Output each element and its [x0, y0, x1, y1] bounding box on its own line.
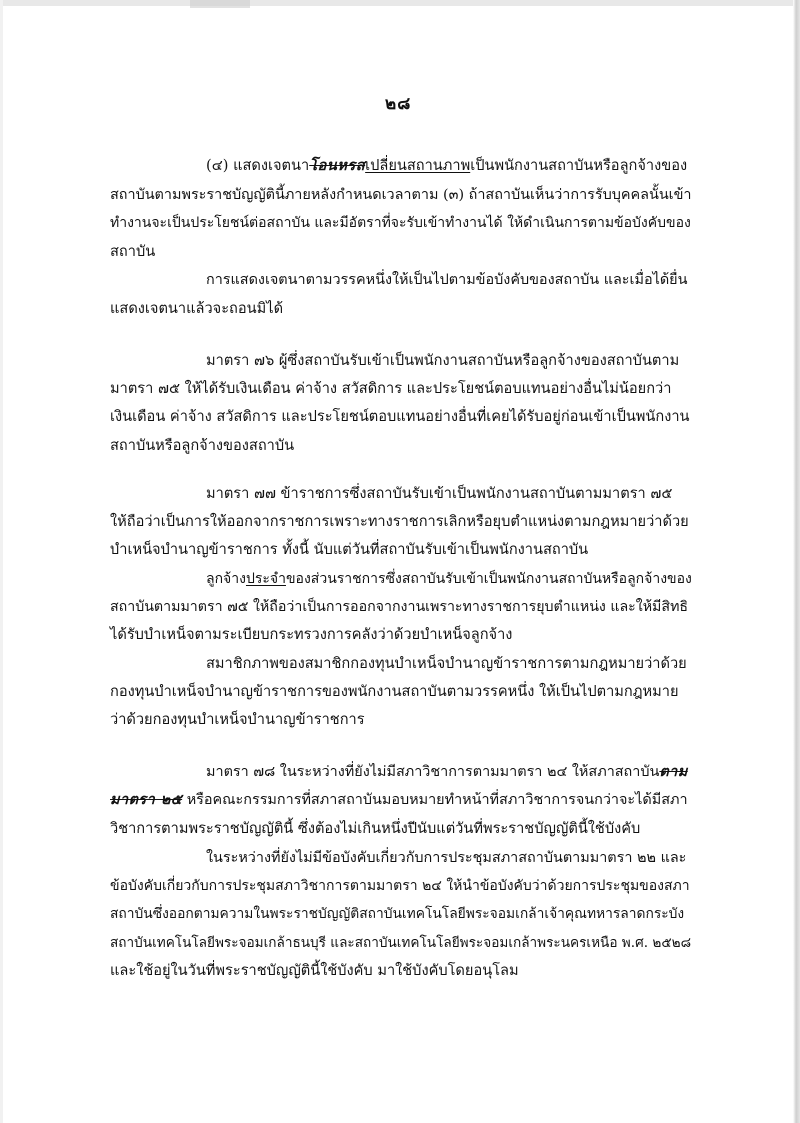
section-77-para-2-line-3: ได้รับบำเหน็จตามระเบียบกระทรวงการคลังว่าด้วยบำเหน็จลูกจ้าง: [110, 626, 513, 643]
section-78-line-1: [206, 763, 688, 781]
para-4-line-1: [206, 157, 687, 175]
section-77-para-3-line-1: สมาชิกภาพของสมาชิกกองทุนบำเหน็จบำนาญข้าราชการตามกฎหมายว่าด้วย: [206, 655, 687, 672]
struck-text: มาตรา ๒๕: [110, 791, 183, 808]
section-77-para-2-line-1: [206, 570, 692, 588]
section-76-line-4: สถาบันหรือลูกจ้างของสถาบัน: [110, 437, 295, 454]
inserted-text: เปลี่ยนสถานภาพ: [365, 157, 471, 174]
text-segment: ลูกจ้าง: [206, 571, 246, 587]
section-77-line-2: ให้ถือว่าเป็นการให้ออกจากราชการเพราะทางราชการเลิกหรือยุบตำแหน่งตามกฎหมายว่าด้วย: [110, 513, 689, 530]
struck-text: ตาม: [659, 763, 688, 780]
page-number: ๒๘: [385, 94, 412, 114]
section-76-line-2: มาตรา ๗๕ ให้ได้รับเงินเดือน ค่าจ้าง สวัสดิการ และประโยชน์ตอบแทนอย่างอื่นไม่น้อยกว่า: [110, 380, 672, 397]
text-segment: หรือคณะกรรมการที่สภาสถาบันมอบหมายทำหน้าที่สภาวิชาการจนกว่าจะได้มีสภา: [182, 792, 688, 808]
text-segment: (๔) แสดงเจตนา: [206, 157, 310, 174]
para-4-line-3: ทำงานจะเป็นประโยชน์ต่อสถาบัน และมีอัตราที่จะรับเข้าทำงานได้ ให้ดำเนินการตามข้อบังคับของ: [110, 215, 691, 231]
section-78-para-2-line-2: ข้อบังคับเกี่ยวกับการประชุมสภาวิชาการตามมาตรา ๒๔ ให้นำข้อบังคับว่าด้วยการประชุมของสภา: [110, 878, 690, 894]
section-78-para-2-line-4: สถาบันเทคโนโลยีพระจอมเกล้าธนบุรี และสถาบันเทคโนโลยีพระจอมเกล้าพระนครเหนือ พ.ศ. ๒๕๒๘: [110, 935, 692, 951]
section-77-line-3: บำเหน็จบำนาญข้าราชการ ทั้งนี้ นับแต่วันที่สถาบันรับเข้าเป็นพนักงานสถาบัน: [110, 541, 589, 558]
para-4-line-4: สถาบัน: [110, 243, 156, 260]
section-78-para-2-line-1: ในระหว่างที่ยังไม่มีข้อบังคับเกี่ยวกับการประชุมสภาสถาบันตามมาตรา ๒๒ และ: [206, 850, 687, 866]
para-declaration-line-1: การแสดงเจตนาตามวรรคหนึ่งให้เป็นไปตามข้อบังคับของสถาบัน และเมื่อได้ยื่น: [206, 272, 688, 288]
section-78-line-3: วิชาการตามพระราชบัญญัตินี้ ซึ่งต้องไม่เกินหนึ่งปีนับแต่วันที่พระราชบัญญัตินี้ใช้บังคับ: [110, 820, 641, 837]
para-4-line-2: สถาบันตามพระราชบัญญัตินี้ภายหลังกำหนดเวลาตาม (๓) ถ้าสถาบันเห็นว่าการรับบุคคลนั้นเข้า: [110, 187, 692, 203]
section-76-line-1: มาตรา ๗๖ ผู้ซึ่งสถาบันรับเข้าเป็นพนักงานสถาบันหรือลูกจ้างของสถาบันตาม: [206, 352, 680, 369]
scan-edge-left: [0, 0, 3, 1123]
scan-edge-top: [0, 0, 800, 6]
section-76-line-3: เงินเดือน ค่าจ้าง สวัสดิการ และประโยชน์ตอบแทนอย่างอื่นที่เคยได้รับอยู่ก่อนเข้าเป็นพนักงาน: [110, 408, 690, 425]
section-77-para-2-line-2: สถาบันตามมาตรา ๗๕ ให้ถือว่าเป็นการออกจากงานเพราะทางราชการยุบตำแหน่ง และให้มีสิทธิ: [110, 599, 689, 615]
scan-edge-right: [793, 0, 800, 1123]
struck-text: โอนหรส: [309, 157, 366, 174]
text-segment: มาตรา ๗๘ ในระหว่างที่ยังไม่มีสภาวิชาการตามมาตรา ๒๔ ให้สภาสถาบัน: [206, 764, 660, 780]
para-declaration-line-2: แสดงเจตนาแล้วจะถอนมิได้: [110, 300, 284, 317]
scan-bleed-mark: [190, 0, 250, 8]
section-78-para-2-line-5: และใช้อยู่ในวันที่พระราชบัญญัตินี้ใช้บังคับ มาใช้บังคับโดยอนุโลม: [110, 962, 519, 979]
section-77-para-3-line-3: ว่าด้วยกองทุนบำเหน็จบำนาญข้าราชการ: [110, 711, 365, 728]
section-78-line-2: [110, 791, 688, 809]
section-77-para-3-line-2: กองทุนบำเหน็จบำนาญข้าราชการของพนักงานสถาบันตามวรรคหนึ่ง ให้เป็นไปตามกฎหมาย: [110, 683, 679, 700]
inserted-text: ประจำ: [245, 571, 286, 587]
text-segment: เป็นพนักงานสถาบันหรือลูกจ้างของ: [470, 157, 688, 174]
section-77-line-1: มาตรา ๗๗ ข้าราชการซึ่งสถาบันรับเข้าเป็นพนักงานสถาบันตามมาตรา ๗๕: [206, 485, 673, 502]
section-78-para-2-line-3: สถาบันซึ่งออกตามความในพระราชบัญญัติสถาบันเทคโนโลยีพระจอมเกล้าเจ้าคุณทหารลาดกระบัง: [110, 906, 685, 922]
text-segment: ของส่วนราชการซึ่งสถาบันรับเข้าเป็นพนักงานสถาบันหรือลูกจ้างของ: [285, 571, 692, 587]
